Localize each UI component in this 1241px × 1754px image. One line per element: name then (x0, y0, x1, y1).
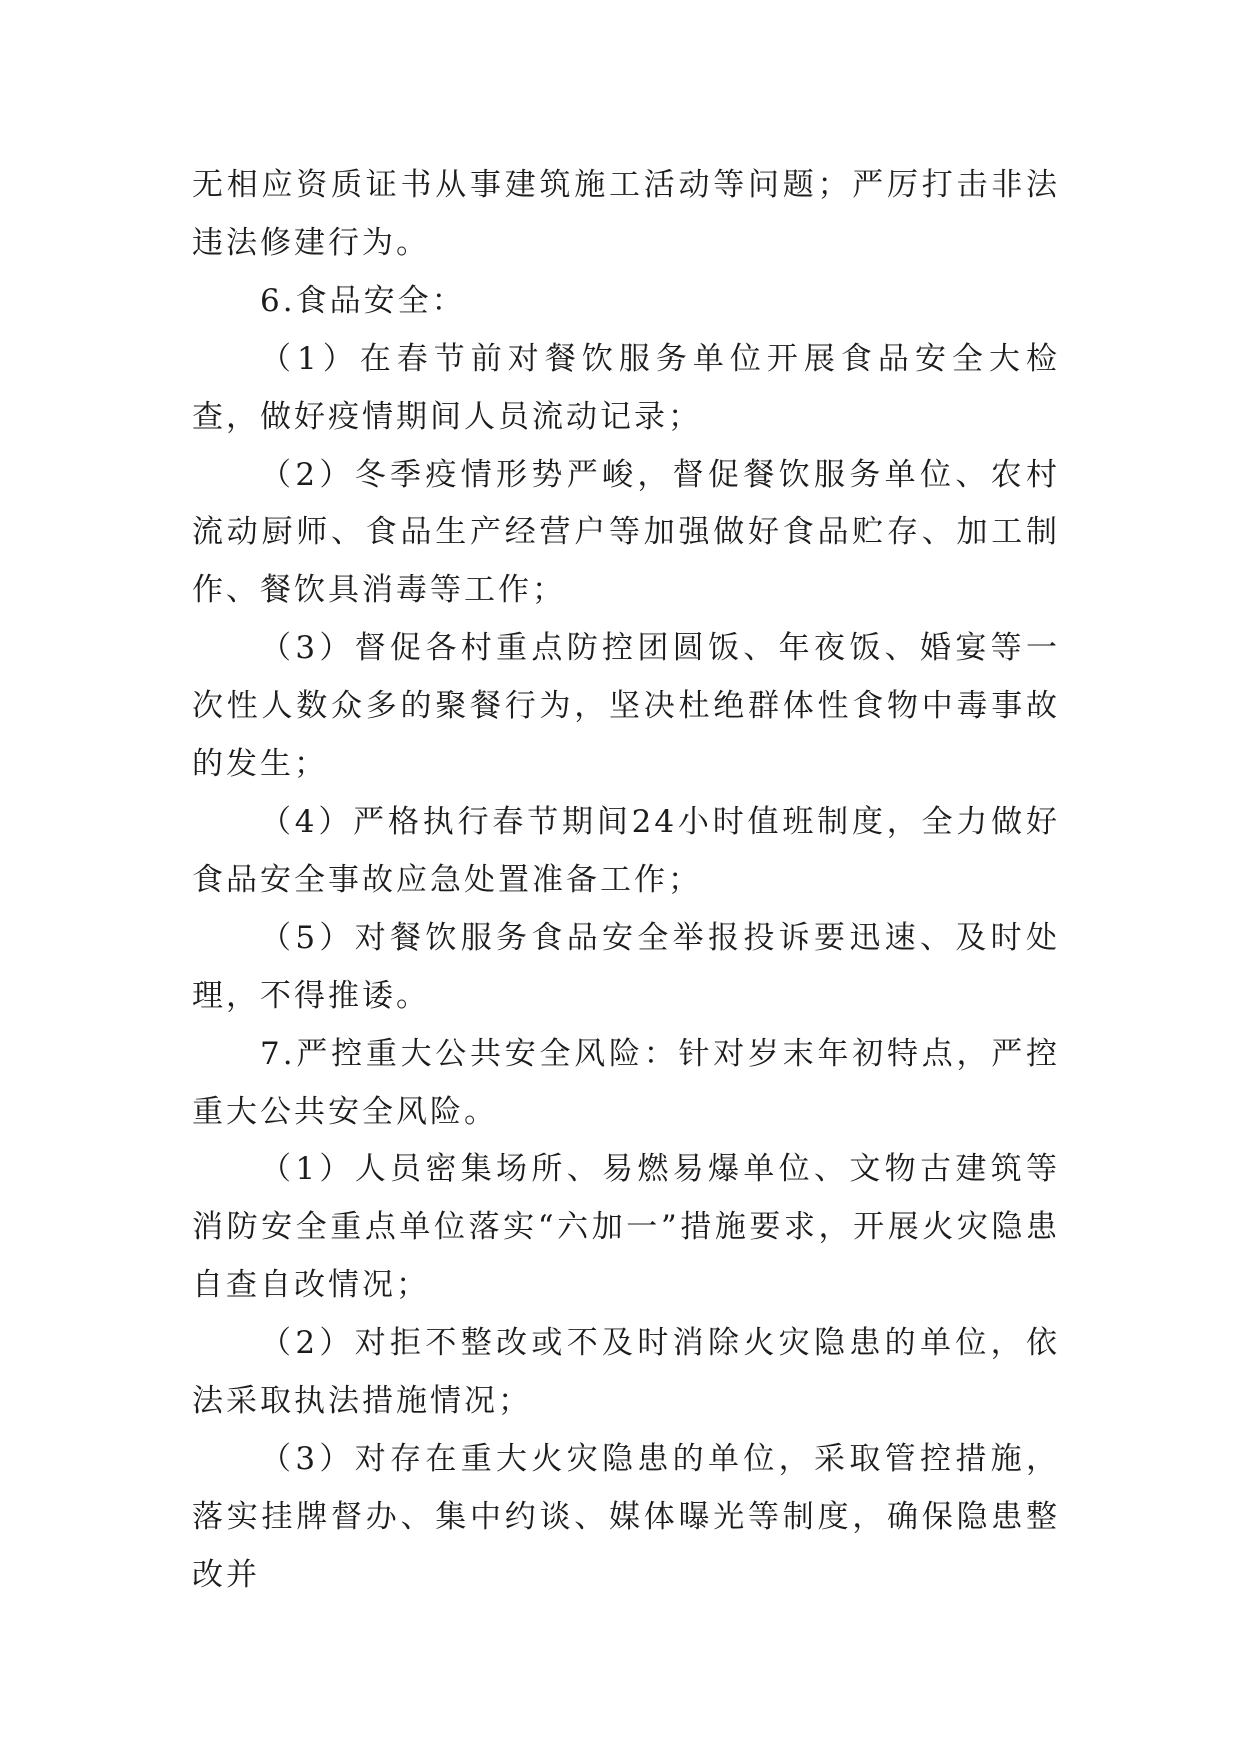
paragraph-food-2: （2）冬季疫情形势严峻，督促餐饮服务单位、农村流动厨师、食品生产经营户等加强做好食品贮存、加工制作、餐饮具消毒等工作； (192, 456, 1060, 609)
paragraph-safety-1: （1）人员密集场所、易燃易爆单位、文物古建筑等消防安全重点单位落实“六加一”措施要求，开展火灾隐患自查自改情况； (192, 1151, 1060, 1304)
heading-food-safety: 6.食品安全： (260, 282, 466, 319)
paragraph-1: 无相应资质证书从事建筑施工活动等问题；严厉打击非法违法修建行为。 (192, 167, 1060, 261)
document-body (192, 157, 1060, 1605)
paragraph-food-4: （4）严格执行春节期间24小时值班制度，全力做好食品安全事故应急处置准备工作； (192, 803, 1060, 898)
paragraph-food-3: （3）督促各村重点防控团圆饭、年夜饭、婚宴等一次性人数众多的聚餐行为，坚决杜绝群体性食物中毒事故的发生； (192, 630, 1060, 783)
paragraph-safety-3: （3）对存在重大火灾隐患的单位，采取管控措施，落实挂牌督办、集中约谈、媒体曝光等制度，确保隐患整改并 (192, 1440, 1060, 1593)
paragraph-safety-2: （2）对拒不整改或不及时消除火灾隐患的单位，依法采取执法措施情况； (192, 1325, 1060, 1420)
paragraph-food-5: （5）对餐饮服务食品安全举报投诉要迅速、及时处理，不得推诿。 (192, 919, 1060, 1014)
heading-public-safety: 7.严控重大公共安全风险：针对岁末年初特点，严控重大公共安全风险。 (192, 1035, 1060, 1130)
paragraph-food-1: （1）在春节前对餐饮服务单位开展食品安全大检查，做好疫情期间人员流动记录； (192, 340, 1060, 435)
